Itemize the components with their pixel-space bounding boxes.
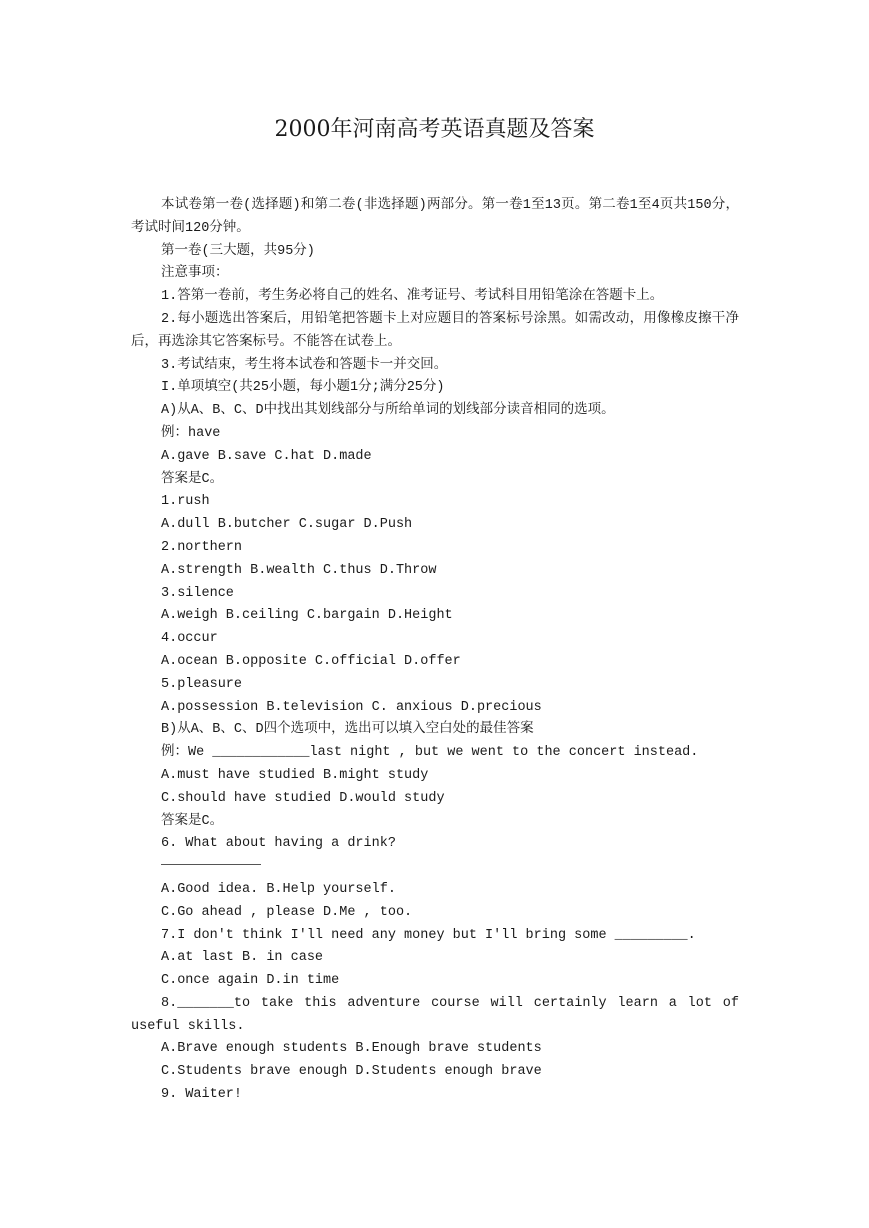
- question-options: A.Good idea. B.Help yourself.: [161, 881, 396, 897]
- question: 5.pleasure: [161, 676, 243, 692]
- question-options: A.dull B.butcher C.sugar D.Push: [161, 517, 413, 533]
- question-options: C.Go ahead , please D.Me , too.: [161, 904, 413, 920]
- instruction: A)从A、B、C、D中找出其划线部分与所给单词的划线部分读音相同的选项。: [161, 403, 615, 419]
- question-options: C.once again D.in time: [161, 973, 340, 989]
- question-options: A.at last B. in case: [161, 950, 324, 966]
- question: 2.northern: [161, 539, 243, 555]
- question: 3.silence: [161, 585, 234, 601]
- question-options: A.Brave enough students B.Enough brave students: [161, 1041, 542, 1057]
- blank-rule: [161, 864, 261, 865]
- question: 9. Waiter!: [161, 1087, 243, 1103]
- question-options: C.Students brave enough D.Students enough brave: [161, 1064, 542, 1080]
- question-options: A.possession B.television C. anxious D.precious: [161, 699, 542, 715]
- question: 4.occur: [161, 631, 218, 647]
- question: 8._______to take this adventure course will certainly learn a lot of useful skills.: [131, 995, 739, 1034]
- example-word: 例：have: [161, 425, 221, 441]
- document-body: [131, 195, 739, 1107]
- question: 7.I don't think I'll need any money but I'll bring some _________.: [161, 927, 696, 943]
- question: 6. What about having a drink?: [161, 836, 396, 852]
- example-answer: 答案是C。: [161, 813, 224, 829]
- example-options: A.must have studied B.might study: [161, 767, 429, 783]
- question-options: A.strength B.wealth C.thus D.Throw: [161, 562, 437, 578]
- example-answer: 答案是C。: [161, 471, 224, 487]
- question-options: A.ocean B.opposite C.official D.offer: [161, 653, 461, 669]
- example-options: A.gave B.save C.hat D.made: [161, 448, 372, 464]
- intro-paragraph: 本试卷第一卷(选择题)和第二卷(非选择题)两部分。第一卷1至13页。第二卷1至4页共150分，考试时间120分钟。: [131, 198, 739, 236]
- page-title: 2000年河南高考英语真题及答案: [274, 117, 595, 142]
- section-heading: 第一卷(三大题，共95分): [161, 243, 315, 259]
- note-item: 2.每小题选出答案后，用铅笔把答题卡上对应题目的答案标号涂黑。如需改动，用像橡皮擦干净后，再选涂其它答案标号。不能答在试卷上。: [131, 311, 739, 350]
- note-item: 3.考试结束，考生将本试卷和答题卡一并交回。: [161, 357, 448, 373]
- part-heading: I.单项填空(共25小题，每小题1分;满分25分): [161, 380, 445, 396]
- example-options: C.should have studied D.would study: [161, 790, 445, 806]
- question-options: A.weigh B.ceiling C.bargain D.Height: [161, 608, 453, 624]
- instruction: B)从A、B、C、D四个选项中，选出可以填入空白处的最佳答案: [161, 722, 534, 738]
- note-item: 1.答第一卷前，考生务必将自己的姓名、准考证号、考试科目用铅笔涂在答题卡上。: [161, 289, 664, 305]
- example-sentence: 例：We ____________last night , but we went to the concert instead.: [161, 745, 699, 761]
- notes-heading: 注意事项：: [161, 266, 229, 282]
- question: 1.rush: [161, 494, 210, 510]
- answer-blank-line: [131, 856, 739, 879]
